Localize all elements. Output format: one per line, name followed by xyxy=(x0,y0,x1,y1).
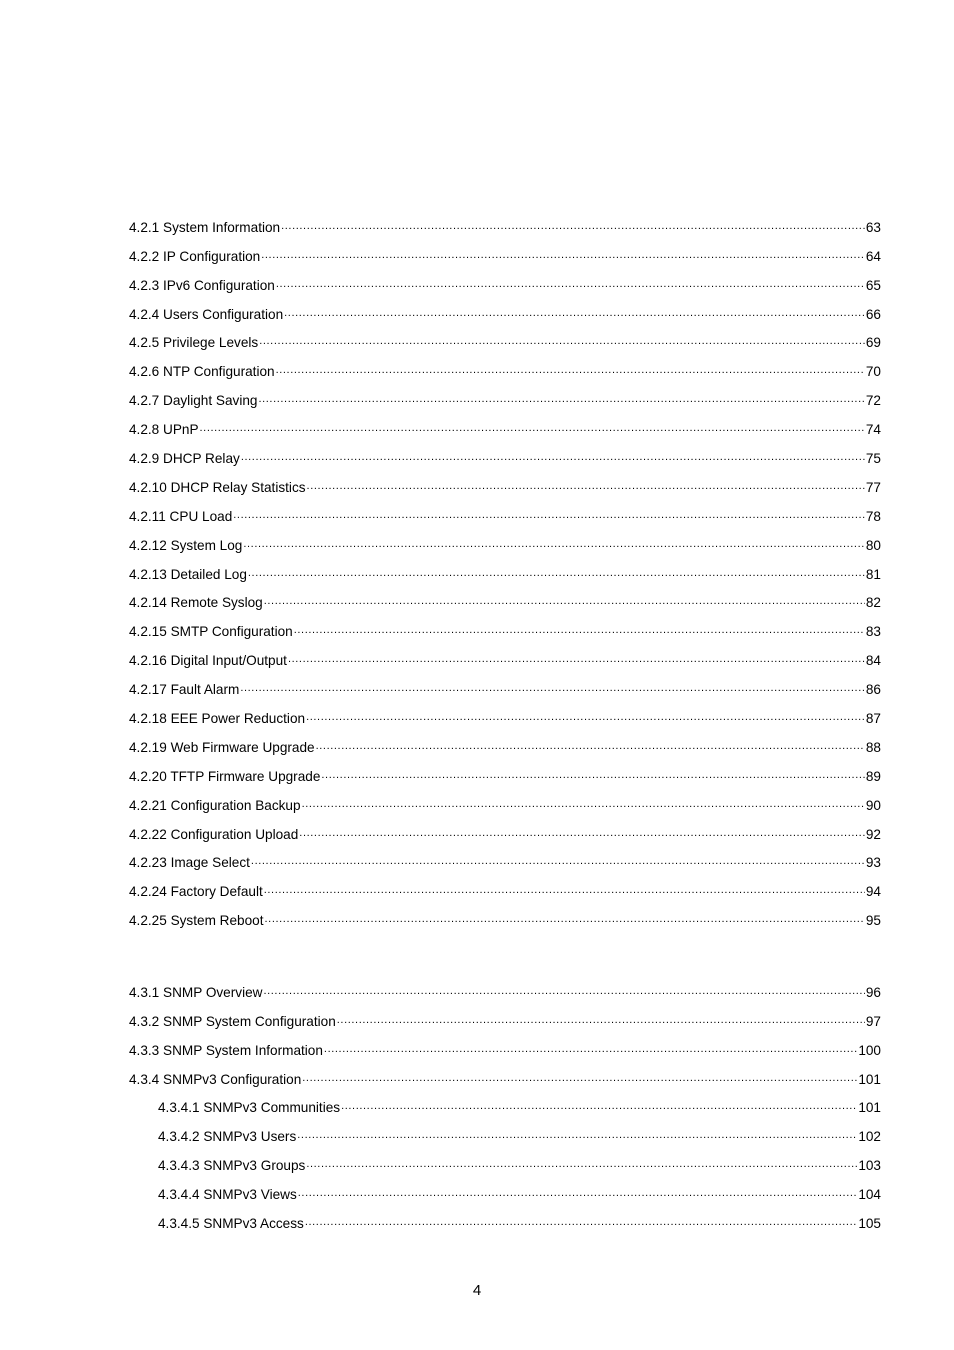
toc-leader-dots xyxy=(321,765,864,785)
toc-leader-dots xyxy=(281,216,865,236)
toc-leader-dots xyxy=(276,274,865,294)
toc-entry-page: 65 xyxy=(865,277,881,293)
toc-leader-dots xyxy=(251,851,865,871)
toc-entry-title: 4.3.4.1 SNMPv3 Communities xyxy=(158,1100,341,1116)
toc-entry[interactable] xyxy=(129,498,881,527)
toc-leader-dots xyxy=(306,1154,857,1174)
toc-entry[interactable] xyxy=(129,382,881,411)
toc-entry[interactable] xyxy=(129,845,881,874)
toc-entry-page: 87 xyxy=(865,711,881,727)
toc-entry-title: 4.2.12 System Log xyxy=(129,537,243,553)
toc-entry[interactable] xyxy=(129,411,881,440)
toc-entry[interactable] xyxy=(129,729,881,758)
toc-entry-title: 4.2.2 IP Configuration xyxy=(129,248,261,264)
toc-entry-page: 104 xyxy=(858,1187,881,1203)
toc-entry[interactable] xyxy=(129,1032,881,1061)
toc-entry-page: 102 xyxy=(858,1129,881,1145)
toc-entry-page: 93 xyxy=(865,855,881,871)
toc-entry-title: 4.2.15 SMTP Configuration xyxy=(129,624,293,640)
toc-entry-page: 83 xyxy=(865,624,881,640)
toc-entry-page: 89 xyxy=(865,768,881,784)
toc-leader-dots xyxy=(243,534,865,554)
toc-entry-page: 101 xyxy=(858,1071,881,1087)
toc-entry-page: 103 xyxy=(858,1158,881,1174)
toc-leader-dots xyxy=(337,1010,865,1030)
toc-entry[interactable] xyxy=(129,238,881,267)
toc-entry-title: 4.2.14 Remote Syslog xyxy=(129,595,263,611)
toc-entry-page: 75 xyxy=(865,451,881,467)
toc-entry[interactable] xyxy=(129,353,881,382)
page-number: 4 xyxy=(472,1282,482,1299)
toc-leader-dots xyxy=(306,707,865,727)
toc-entry-title: 4.3.2 SNMP System Configuration xyxy=(129,1013,336,1029)
toc-entry[interactable] xyxy=(129,974,881,1003)
toc-entry-page: 82 xyxy=(865,595,881,611)
toc-entry-page: 78 xyxy=(865,508,881,524)
toc-entry-page: 101 xyxy=(858,1100,881,1116)
toc-leader-dots xyxy=(261,245,865,265)
toc-entry-page: 95 xyxy=(865,913,881,929)
toc-leader-dots xyxy=(264,591,865,611)
toc-leader-dots xyxy=(316,736,865,756)
toc-leader-dots xyxy=(248,563,865,583)
toc-entry[interactable] xyxy=(129,585,881,614)
toc-leader-dots xyxy=(259,331,865,351)
toc-entry[interactable] xyxy=(129,296,881,325)
toc-leader-dots xyxy=(233,505,865,525)
toc-leader-dots xyxy=(241,447,865,467)
toc-entry-page: 74 xyxy=(865,422,881,438)
toc-entry-title: 4.3.4.2 SNMPv3 Users xyxy=(158,1129,297,1145)
toc-entry[interactable] xyxy=(129,613,881,642)
toc-subentry[interactable] xyxy=(129,1205,881,1234)
toc-entry[interactable] xyxy=(129,267,881,296)
toc-subentry[interactable] xyxy=(129,1147,881,1176)
toc-entry-page: 81 xyxy=(865,566,881,582)
toc-entry-page: 72 xyxy=(865,393,881,409)
toc-leader-dots xyxy=(307,476,865,496)
toc-entry[interactable] xyxy=(129,440,881,469)
toc-entry[interactable] xyxy=(129,758,881,787)
toc-entry[interactable] xyxy=(129,469,881,498)
toc-leader-dots xyxy=(276,360,865,380)
toc-entry-page: 84 xyxy=(865,653,881,669)
toc-entry-page: 90 xyxy=(865,797,881,813)
toc-entry-page: 92 xyxy=(865,826,881,842)
toc-entry[interactable] xyxy=(129,873,881,902)
toc-entry-title: 4.2.17 Fault Alarm xyxy=(129,682,240,698)
toc-leader-dots xyxy=(264,880,865,900)
toc-leader-dots xyxy=(341,1096,857,1116)
toc-entry-title: 4.2.3 IPv6 Configuration xyxy=(129,277,275,293)
toc-leader-dots xyxy=(240,678,865,698)
toc-entry-title: 4.2.18 EEE Power Reduction xyxy=(129,711,306,727)
toc-entry-title: 4.2.24 Factory Default xyxy=(129,884,263,900)
toc-entry-title: 4.2.22 Configuration Upload xyxy=(129,826,299,842)
toc-entry-page: 64 xyxy=(865,248,881,264)
toc-entry-page: 94 xyxy=(865,884,881,900)
toc-entry-page: 66 xyxy=(865,306,881,322)
toc-leader-dots xyxy=(298,1183,858,1203)
toc-entry-title: 4.2.16 Digital Input/Output xyxy=(129,653,287,669)
toc-entry-title: 4.2.4 Users Configuration xyxy=(129,306,284,322)
toc-subentry[interactable] xyxy=(129,1090,881,1119)
toc-entry-title: 4.2.7 Daylight Saving xyxy=(129,393,258,409)
toc-leader-dots xyxy=(263,981,864,1001)
toc-entry-title: 4.3.1 SNMP Overview xyxy=(129,984,263,1000)
toc-entry[interactable] xyxy=(129,787,881,816)
toc-entry-title: 4.2.6 NTP Configuration xyxy=(129,364,275,380)
toc-entry[interactable] xyxy=(129,816,881,845)
toc-entry-page: 69 xyxy=(865,335,881,351)
toc-entry-page: 80 xyxy=(865,537,881,553)
toc-entry-title: 4.2.20 TFTP Firmware Upgrade xyxy=(129,768,321,784)
toc-entry-title: 4.2.5 Privilege Levels xyxy=(129,335,259,351)
toc-subentry[interactable] xyxy=(129,1176,881,1205)
toc-entry-title: 4.3.4 SNMPv3 Configuration xyxy=(129,1071,302,1087)
toc-entry[interactable] xyxy=(129,671,881,700)
toc-entry[interactable] xyxy=(129,642,881,671)
toc-entry-title: 4.2.9 DHCP Relay xyxy=(129,451,240,467)
toc-leader-dots xyxy=(200,418,865,438)
toc-leader-dots xyxy=(324,1039,857,1059)
toc-entry-page: 105 xyxy=(858,1216,881,1232)
toc-entry-page: 97 xyxy=(865,1013,881,1029)
toc-entry-title: 4.3.4.3 SNMPv3 Groups xyxy=(158,1158,306,1174)
toc-entry[interactable] xyxy=(129,556,881,585)
toc-entry-title: 4.2.13 Detailed Log xyxy=(129,566,247,582)
toc-section-4-2 xyxy=(129,209,881,931)
toc-entry[interactable] xyxy=(129,527,881,556)
toc-leader-dots xyxy=(265,909,865,929)
toc-entry-title: 4.3.3 SNMP System Information xyxy=(129,1042,323,1058)
toc-entry[interactable] xyxy=(129,1003,881,1032)
toc-entry-page: 96 xyxy=(865,984,881,1000)
toc-entry[interactable] xyxy=(129,1061,881,1090)
toc-entry-title: 4.3.4.5 SNMPv3 Access xyxy=(158,1216,304,1232)
toc-entry-page: 63 xyxy=(865,219,881,235)
toc-entry-title: 4.2.1 System Information xyxy=(129,219,281,235)
toc-entry-title: 4.2.8 UPnP xyxy=(129,422,199,438)
toc-leader-dots xyxy=(302,1068,857,1088)
toc-entry-title: 4.3.4.4 SNMPv3 Views xyxy=(158,1187,297,1203)
toc-entry-page: 86 xyxy=(865,682,881,698)
toc-entry-title: 4.2.10 DHCP Relay Statistics xyxy=(129,479,306,495)
toc-entry-title: 4.2.21 Configuration Backup xyxy=(129,797,301,813)
toc-entry[interactable] xyxy=(129,902,881,931)
toc-entry-page: 70 xyxy=(865,364,881,380)
toc-leader-dots xyxy=(258,389,864,409)
toc-entry-page: 77 xyxy=(865,479,881,495)
toc-entry-title: 4.2.11 CPU Load xyxy=(129,508,233,524)
toc-entry-title: 4.2.25 System Reboot xyxy=(129,913,264,929)
toc-entry-page: 88 xyxy=(865,739,881,755)
toc-entry[interactable] xyxy=(129,209,881,238)
toc-leader-dots xyxy=(297,1125,857,1145)
toc-section-4-3 xyxy=(129,974,881,1234)
toc-entry[interactable] xyxy=(129,325,881,354)
toc-entry-title: 4.2.23 Image Select xyxy=(129,855,250,871)
toc-leader-dots xyxy=(294,620,865,640)
toc-leader-dots xyxy=(288,649,865,669)
toc-entry[interactable] xyxy=(129,700,881,729)
toc-leader-dots xyxy=(305,1212,857,1232)
toc-leader-dots xyxy=(299,823,865,843)
toc-subentry[interactable] xyxy=(129,1118,881,1147)
toc-entry-title: 4.2.19 Web Firmware Upgrade xyxy=(129,739,315,755)
toc-leader-dots xyxy=(302,794,865,814)
toc-leader-dots xyxy=(284,303,865,323)
toc-entry-page: 100 xyxy=(858,1042,881,1058)
